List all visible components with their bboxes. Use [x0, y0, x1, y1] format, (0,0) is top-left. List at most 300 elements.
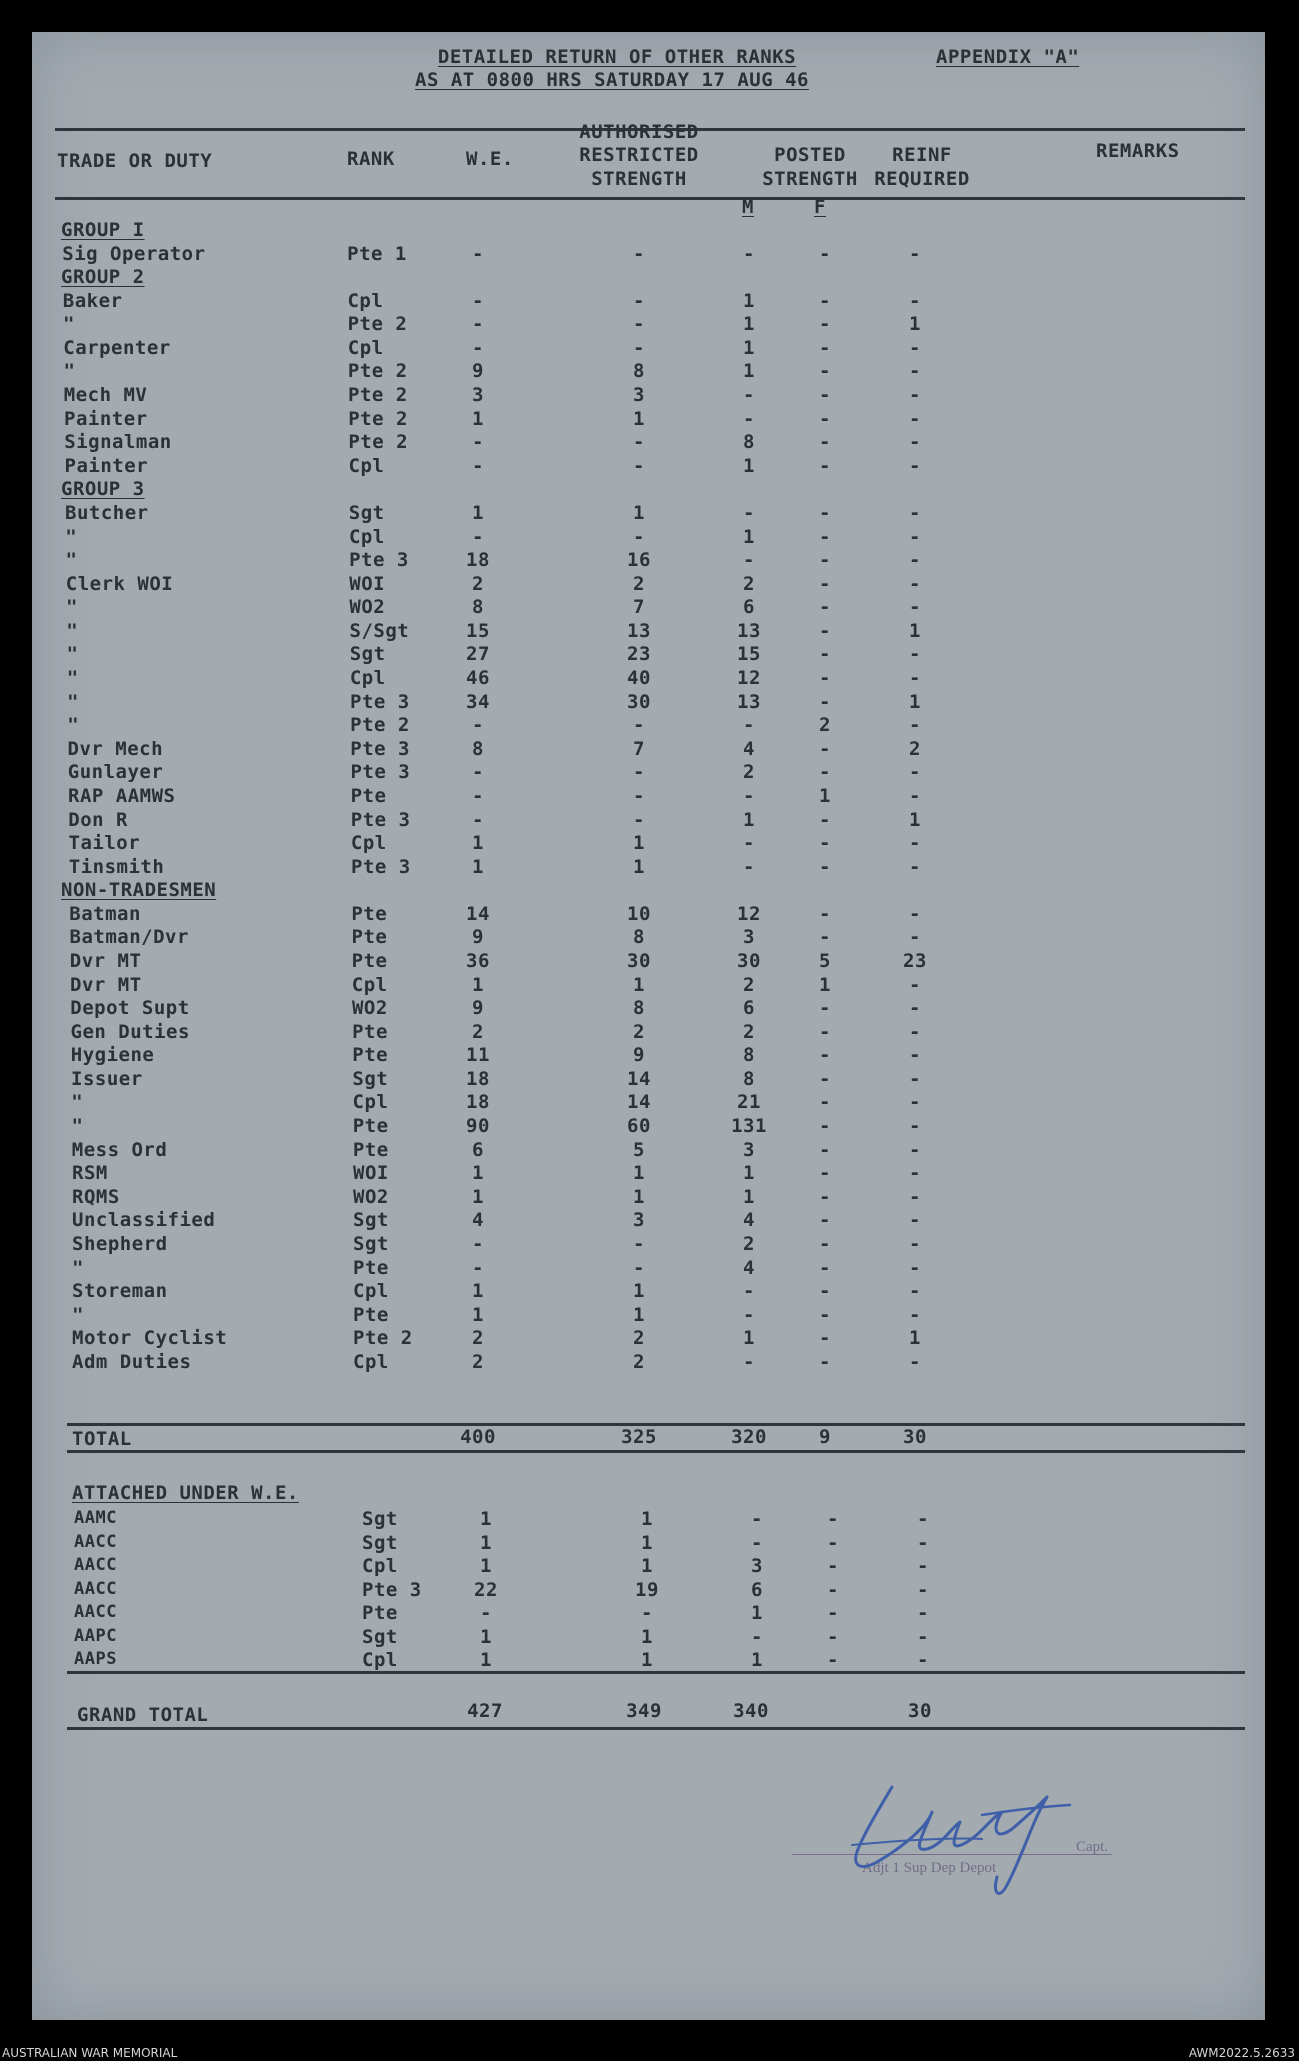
f-cell: - — [819, 855, 831, 878]
m-cell: 8 — [743, 431, 755, 454]
total-we: 400 — [460, 1426, 496, 1448]
attached-title: ATTACHED UNDER W.E. — [72, 1482, 299, 1504]
reinf-cell: - — [909, 1209, 921, 1232]
rank-cell: Pte 2 — [350, 714, 410, 737]
reinf-cell: - — [909, 855, 921, 878]
we-cell: 18 — [466, 1091, 490, 1114]
rank-cell: Pte 2 — [347, 313, 408, 336]
f-cell: - — [819, 336, 831, 359]
auth-cell: 2 — [633, 1327, 645, 1350]
rank-cell: WO2 — [349, 596, 386, 619]
reinf-cell: - — [909, 832, 921, 855]
we-cell: 2 — [472, 1327, 484, 1350]
we-cell: - — [480, 1602, 492, 1624]
auth-cell: - — [633, 313, 645, 336]
reinf-cell: - — [909, 1280, 921, 1303]
m-cell: 21 — [737, 1091, 761, 1114]
we-cell: 3 — [472, 384, 484, 407]
reinf-cell: - — [909, 549, 921, 572]
we-cell: 90 — [466, 1115, 490, 1138]
grand-total-bottom-rule — [67, 1727, 1245, 1730]
auth-cell: - — [633, 289, 645, 312]
rank-cell: Pte 2 — [348, 384, 408, 407]
auth-cell: - — [633, 714, 645, 737]
trade-cell: Dvr MT — [69, 949, 142, 972]
trade-cell: Baker — [62, 289, 123, 312]
reinf-cell: 2 — [909, 737, 921, 760]
auth-cell: 1 — [633, 1280, 645, 1303]
auth-cell: 40 — [627, 667, 651, 690]
auth-cell: 14 — [627, 1091, 651, 1114]
we-cell: - — [472, 1256, 484, 1279]
m-cell: 30 — [737, 949, 761, 972]
f-cell: - — [819, 313, 831, 336]
m-cell: 2 — [743, 572, 755, 595]
rank-cell: Pte — [350, 784, 387, 807]
we-cell: 1 — [472, 855, 484, 878]
we-cell: - — [472, 784, 484, 807]
trade-cell: Shepherd — [72, 1232, 168, 1255]
reinf-cell: 23 — [903, 949, 927, 972]
auth-cell: - — [633, 242, 645, 265]
auth-cell: 60 — [627, 1115, 651, 1138]
we-cell: 1 — [472, 973, 484, 996]
reinf-cell: - — [909, 784, 921, 807]
f-cell: - — [819, 1067, 831, 1090]
reinf-cell: - — [909, 1350, 921, 1373]
auth-cell: 1 — [633, 1303, 645, 1326]
auth-cell: 14 — [627, 1067, 651, 1090]
reinf-cell: - — [917, 1578, 929, 1601]
reinf-cell: - — [909, 1162, 921, 1185]
we-cell: - — [472, 808, 484, 831]
m-cell: 6 — [751, 1578, 763, 1601]
we-cell: 18 — [466, 1067, 490, 1090]
reinf-cell: - — [909, 1138, 921, 1161]
grand-total-top-rule — [67, 1671, 1245, 1674]
document-page — [32, 32, 1265, 2020]
m-cell: 1 — [743, 1162, 755, 1185]
we-cell: - — [472, 454, 484, 477]
reinf-cell: - — [909, 596, 921, 619]
reinf-cell: - — [917, 1625, 929, 1648]
rank-cell: Sgt — [352, 1067, 389, 1090]
m-cell: 2 — [743, 761, 755, 784]
f-cell: - — [827, 1555, 839, 1577]
we-cell: - — [472, 313, 484, 336]
auth-cell: 9 — [633, 1044, 645, 1067]
m-cell: 1 — [743, 289, 755, 312]
auth-cell: 1 — [641, 1555, 653, 1577]
auth-cell: 1 — [641, 1649, 653, 1671]
we-cell: 34 — [466, 690, 490, 713]
section-heading: NON-TRADESMEN — [61, 879, 217, 902]
m-cell: - — [743, 1280, 755, 1303]
trade-cell: Sig Operator — [62, 242, 206, 265]
auth-cell: 3 — [633, 384, 645, 407]
rank-cell: Cpl — [353, 1350, 389, 1373]
header-bottom-rule — [55, 197, 1245, 200]
we-cell: 1 — [480, 1531, 492, 1554]
reinf-cell: - — [909, 431, 921, 454]
f-cell: - — [819, 690, 831, 713]
rank-cell: Sgt — [362, 1508, 398, 1530]
we-cell: 18 — [466, 549, 490, 572]
rank-cell: WOI — [349, 572, 386, 595]
trade-cell: Dvr MT — [70, 973, 142, 996]
f-cell: - — [819, 454, 831, 477]
trade-cell: AAPS — [74, 1649, 117, 1669]
we-cell: 1 — [472, 1162, 484, 1185]
m-cell: - — [743, 407, 755, 430]
rank-cell: Cpl — [347, 336, 384, 359]
m-cell: - — [743, 784, 755, 807]
trade-cell: Mess Ord — [71, 1138, 168, 1161]
f-cell: - — [819, 808, 831, 831]
header-posted: POSTED — [774, 144, 846, 166]
f-cell: - — [827, 1531, 839, 1554]
reinf-cell: - — [909, 360, 921, 383]
reinf-cell: - — [909, 501, 921, 524]
m-cell: 1 — [743, 360, 755, 383]
we-cell: 1 — [472, 832, 484, 855]
trade-cell: Signalman — [64, 431, 172, 454]
rank-cell: Sgt — [349, 643, 386, 666]
we-cell: 1 — [472, 407, 484, 430]
appendix-label: APPENDIX "A" — [936, 46, 1080, 68]
trade-cell: Issuer — [71, 1067, 143, 1090]
trade-cell: Butcher — [65, 501, 149, 524]
reinf-cell: 1 — [909, 313, 921, 336]
auth-cell: 2 — [633, 1020, 645, 1043]
rank-cell: Cpl — [362, 1649, 398, 1671]
reinf-cell: - — [909, 1185, 921, 1208]
we-cell: 15 — [466, 619, 490, 642]
f-cell: - — [827, 1625, 839, 1648]
auth-cell: - — [633, 1232, 645, 1255]
we-cell: 27 — [466, 643, 490, 666]
f-cell: - — [819, 761, 831, 784]
f-cell: - — [819, 1115, 831, 1138]
we-cell: - — [472, 525, 484, 548]
rank-cell: Sgt — [353, 1209, 389, 1232]
reinf-cell: 1 — [909, 1327, 921, 1350]
reinf-cell: - — [909, 407, 921, 430]
m-cell: 131 — [731, 1115, 767, 1138]
f-cell: - — [819, 1232, 831, 1255]
reinf-cell: - — [909, 1232, 921, 1255]
rank-cell: Pte — [352, 1115, 389, 1138]
reinf-cell: 1 — [909, 690, 921, 713]
reinf-cell: - — [909, 761, 921, 784]
reinf-cell: - — [917, 1531, 929, 1554]
m-cell: 3 — [743, 1138, 755, 1161]
m-cell: 1 — [743, 525, 755, 548]
m-cell: 4 — [743, 737, 755, 760]
total-posted-m: 320 — [731, 1426, 767, 1448]
trade-cell: AACC — [74, 1555, 117, 1575]
m-cell: - — [743, 1350, 755, 1373]
m-cell: 12 — [737, 902, 761, 925]
rank-cell: Pte — [353, 1303, 389, 1326]
auth-cell: 1 — [641, 1531, 653, 1554]
m-cell: 1 — [743, 1185, 755, 1208]
reinf-cell: - — [909, 1067, 921, 1090]
f-cell: 5 — [819, 949, 831, 972]
reinf-cell: - — [909, 1091, 921, 1114]
rank-cell: WO2 — [353, 1185, 389, 1208]
we-cell: 9 — [472, 997, 484, 1020]
m-cell: 8 — [743, 1044, 755, 1067]
auth-cell: - — [633, 431, 645, 454]
section-heading: GROUP 3 — [61, 478, 145, 501]
rank-cell: Cpl — [349, 667, 386, 690]
f-cell: - — [819, 572, 831, 595]
trade-cell: Painter — [64, 454, 149, 477]
reinf-cell: - — [909, 336, 921, 359]
trade-cell: " — [72, 1303, 84, 1326]
m-cell: 2 — [743, 973, 755, 996]
we-cell: 2 — [472, 572, 484, 595]
reinf-cell: - — [909, 926, 921, 949]
we-cell: 1 — [480, 1649, 492, 1671]
auth-cell: 1 — [641, 1508, 653, 1530]
m-cell: 1 — [743, 313, 755, 336]
we-cell: 36 — [466, 949, 490, 972]
m-cell: 13 — [737, 690, 761, 713]
m-cell: 6 — [743, 596, 755, 619]
f-cell: - — [827, 1508, 839, 1530]
total-authorised: 325 — [621, 1426, 657, 1448]
auth-cell: 23 — [627, 643, 651, 666]
auth-cell: - — [633, 808, 645, 831]
reinf-cell: - — [909, 1044, 921, 1067]
trade-cell: Batman/Dvr — [69, 926, 189, 949]
we-cell: 11 — [466, 1044, 490, 1067]
m-cell: 1 — [751, 1649, 763, 1671]
total-reinf: 30 — [903, 1426, 927, 1448]
auth-cell: 3 — [633, 1209, 645, 1232]
we-cell: 1 — [472, 501, 484, 524]
reinf-cell: - — [917, 1602, 929, 1624]
auth-cell: 1 — [633, 501, 645, 524]
rank-cell: Cpl — [347, 289, 384, 312]
trade-cell: Tailor — [68, 832, 141, 855]
f-cell: - — [819, 384, 831, 407]
we-cell: 2 — [472, 1020, 484, 1043]
auth-cell: 1 — [633, 973, 645, 996]
m-cell: - — [743, 242, 755, 265]
we-cell: 1 — [480, 1508, 492, 1530]
rank-cell: Pte — [352, 1044, 389, 1067]
rank-cell: Cpl — [353, 1280, 389, 1303]
reinf-cell: - — [909, 1115, 921, 1138]
document-subtitle: AS AT 0800 HRS SATURDAY 17 AUG 46 — [415, 69, 809, 91]
grand-total-label: GRAND TOTAL — [77, 1704, 209, 1726]
grand-total-we: 427 — [467, 1700, 503, 1722]
auth-cell: 1 — [633, 855, 645, 878]
f-cell: - — [819, 407, 831, 430]
rank-cell: WO2 — [351, 997, 388, 1020]
rank-cell: Cpl — [351, 973, 388, 996]
rank-cell: Pte 3 — [350, 690, 410, 713]
f-cell: - — [819, 737, 831, 760]
we-cell: - — [472, 1232, 484, 1255]
trade-cell: RQMS — [72, 1185, 120, 1208]
total-bottom-rule — [67, 1450, 1245, 1453]
footer-archive-name: AUSTRALIAN WAR MEMORIAL — [2, 2046, 178, 2060]
rank-cell: Cpl — [362, 1555, 398, 1577]
rank-cell: Pte 3 — [350, 737, 410, 760]
rank-cell: Pte 2 — [348, 431, 409, 454]
auth-cell: 8 — [633, 926, 645, 949]
m-cell: - — [743, 855, 755, 878]
auth-cell: - — [641, 1602, 653, 1624]
m-cell: - — [743, 832, 755, 855]
f-cell: - — [827, 1649, 839, 1671]
trade-cell: Don R — [68, 808, 128, 831]
reinf-cell: - — [909, 643, 921, 666]
rank-cell: Pte — [352, 1020, 388, 1043]
trade-cell: " — [72, 1256, 84, 1279]
trade-cell: Clerk WOI — [65, 572, 174, 595]
we-cell: 8 — [472, 596, 484, 619]
header-strength: STRENGTH — [591, 168, 687, 190]
auth-cell: 7 — [633, 596, 645, 619]
trade-cell: Mech MV — [63, 384, 148, 407]
rank-cell: Cpl — [348, 454, 385, 477]
reinf-cell: - — [909, 997, 921, 1020]
reinf-cell: - — [909, 714, 921, 737]
trade-cell: " — [67, 690, 79, 713]
reinf-cell: - — [909, 1020, 921, 1043]
auth-cell: 1 — [633, 407, 645, 430]
header-we: W.E. — [466, 148, 514, 170]
m-cell: 13 — [737, 619, 761, 642]
we-cell: 14 — [466, 902, 490, 925]
m-cell: 1 — [743, 454, 755, 477]
f-cell: 1 — [819, 784, 831, 807]
f-cell: - — [819, 902, 831, 925]
f-cell: - — [819, 1185, 831, 1208]
reinf-cell: 1 — [909, 808, 921, 831]
we-cell: - — [472, 336, 484, 359]
auth-cell: 2 — [633, 572, 645, 595]
f-cell: - — [819, 1280, 831, 1303]
reinf-cell: - — [909, 1303, 921, 1326]
rank-cell: Sgt — [362, 1531, 398, 1554]
we-cell: - — [472, 714, 484, 737]
we-cell: 1 — [472, 1185, 484, 1208]
rank-cell: Pte 3 — [350, 761, 411, 784]
auth-cell: 2 — [633, 1350, 645, 1373]
m-cell: 1 — [751, 1602, 763, 1624]
rank-cell: Pte — [351, 949, 388, 972]
f-cell: - — [819, 643, 831, 666]
rank-cell: S/Sgt — [349, 619, 410, 642]
rank-cell: Pte 3 — [349, 549, 409, 572]
header-reinf: REINF — [892, 144, 952, 166]
reinf-cell: - — [909, 667, 921, 690]
f-cell: - — [819, 1091, 831, 1114]
m-cell: 4 — [743, 1256, 755, 1279]
we-cell: 1 — [472, 1280, 484, 1303]
m-cell: 12 — [737, 667, 761, 690]
auth-cell: 30 — [627, 690, 651, 713]
f-cell: - — [819, 997, 831, 1020]
auth-cell: 1 — [633, 832, 645, 855]
trade-cell: Tinsmith — [68, 855, 165, 878]
trade-cell: " — [65, 525, 78, 548]
footer-catalogue-id: AWM2022.5.2633 — [1188, 2046, 1295, 2060]
we-cell: - — [472, 761, 484, 784]
header-posted-strength: STRENGTH — [762, 168, 858, 190]
f-cell: - — [819, 1256, 831, 1279]
trade-cell: Unclassified — [72, 1209, 216, 1232]
auth-cell: 1 — [633, 1162, 645, 1185]
rank-cell: Sgt — [348, 501, 385, 524]
trade-cell: AAMC — [74, 1508, 117, 1528]
f-cell: 1 — [819, 973, 831, 996]
trade-cell: Gen Duties — [70, 1020, 190, 1043]
document-title: DETAILED RETURN OF OTHER RANKS — [437, 46, 797, 68]
auth-cell: 19 — [635, 1578, 659, 1601]
trade-cell: " — [63, 313, 75, 336]
m-cell: - — [751, 1531, 763, 1554]
reinf-cell: - — [909, 289, 921, 312]
auth-cell: - — [633, 761, 645, 784]
trade-cell: " — [71, 1115, 84, 1138]
m-cell: - — [743, 501, 755, 524]
reinf-cell: - — [917, 1555, 929, 1577]
rank-cell: Pte 2 — [353, 1327, 413, 1350]
f-cell: - — [819, 1020, 831, 1043]
trade-cell: Carpenter — [63, 336, 171, 359]
we-cell: 9 — [472, 360, 484, 383]
m-cell: - — [751, 1508, 763, 1530]
m-cell: 1 — [743, 808, 755, 831]
m-cell: 4 — [743, 1209, 755, 1232]
f-cell: - — [819, 619, 831, 642]
rank-cell: Pte 3 — [351, 855, 411, 878]
m-cell: - — [743, 549, 755, 572]
auth-cell: 30 — [627, 949, 651, 972]
we-cell: 1 — [480, 1625, 492, 1648]
trade-cell: RAP AAMWS — [68, 784, 176, 807]
rank-cell: Sgt — [353, 1232, 389, 1255]
we-cell: 22 — [474, 1578, 498, 1601]
f-cell: - — [819, 549, 831, 572]
f-cell: - — [819, 1303, 831, 1326]
trade-cell: " — [71, 1091, 84, 1114]
m-cell: - — [743, 714, 755, 737]
f-cell: - — [819, 667, 831, 690]
we-cell: 6 — [472, 1138, 484, 1161]
f-cell: - — [819, 1162, 831, 1185]
stamp-title: Adjt 1 Sup Dep Depot — [862, 1860, 997, 1876]
trade-cell: " — [66, 596, 78, 619]
rank-cell: Pte 2 — [348, 407, 408, 430]
rank-cell: Pte 1 — [347, 242, 407, 265]
trade-cell: Batman — [69, 902, 141, 925]
m-cell: - — [751, 1625, 763, 1648]
f-cell: - — [827, 1602, 839, 1624]
auth-cell: 1 — [633, 1185, 645, 1208]
trade-cell: Dvr Mech — [67, 737, 164, 760]
f-cell: - — [819, 1350, 831, 1373]
header-remarks: REMARKS — [1096, 140, 1180, 162]
trade-cell: " — [67, 714, 80, 737]
